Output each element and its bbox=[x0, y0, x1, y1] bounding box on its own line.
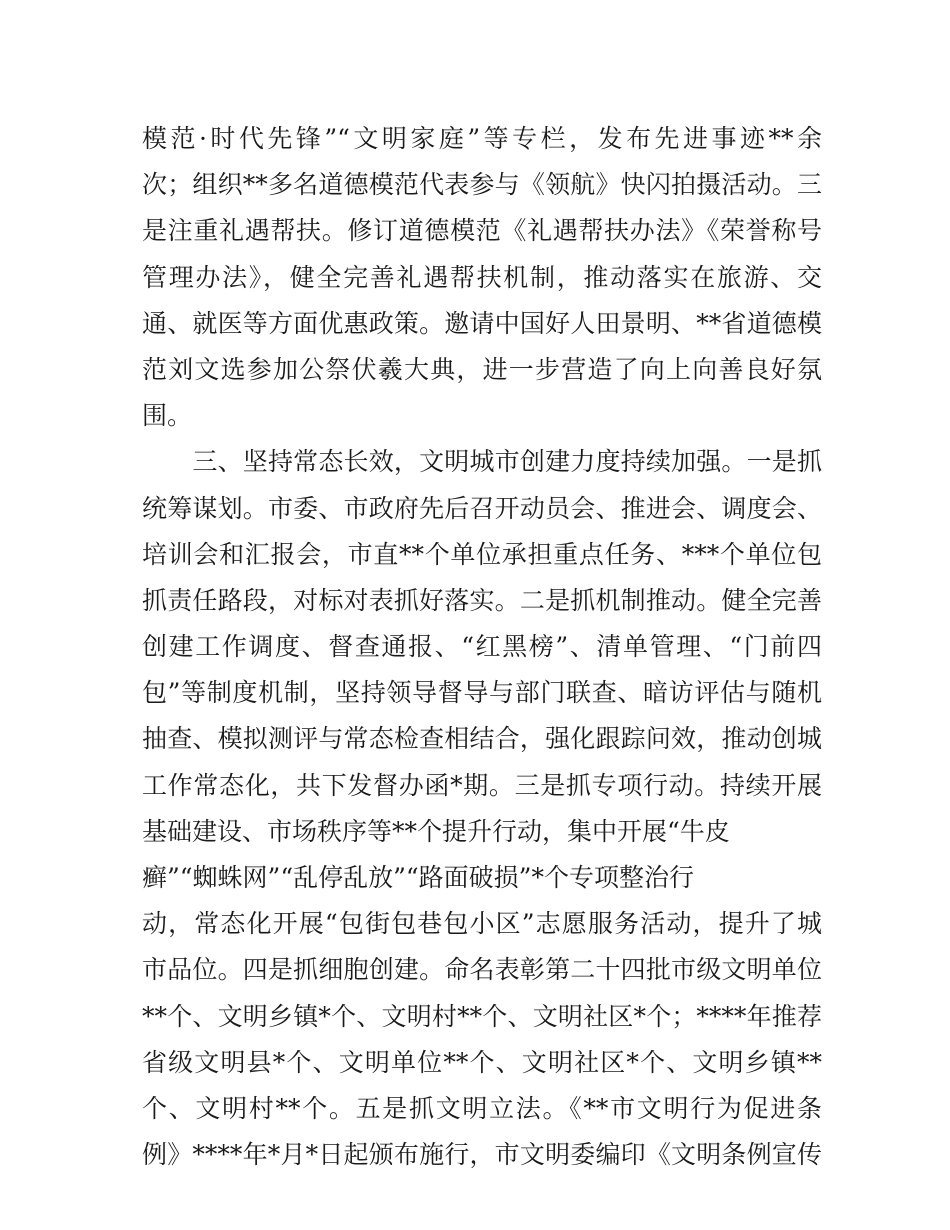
text-line: 创建工作调度、督查通报、“红黑榜”、清单管理、“门前四 bbox=[142, 632, 822, 662]
text-line: 工作常态化，共下发督办函*期。三是抓专项行动。持续开展 bbox=[142, 770, 822, 800]
text-line: 管理办法》，健全完善礼遇帮扶机制，推动落实在旅游、交 bbox=[142, 262, 822, 292]
text-line: 三、坚持常态长效，文明城市创建力度持续加强。一是抓 bbox=[142, 447, 822, 477]
text-line: 市品位。四是抓细胞创建。命名表彰第二十四批市级文明单位 bbox=[142, 955, 822, 985]
text-line: 模范·时代先锋”“文明家庭”等专栏，发布先进事迹**余 bbox=[142, 124, 822, 153]
text-line: 通、就医等方面优惠政策。邀请中国好人田景明、**省道德模 bbox=[142, 308, 822, 338]
body-text bbox=[142, 116, 822, 1178]
text-line: 省级文明县*个、文明单位**个、文明社区*个、文明乡镇** bbox=[142, 1047, 822, 1077]
text-line: 范刘文选参加公祭伏羲大典，进一步营造了向上向善良好氛 bbox=[142, 354, 822, 384]
text-line: 抽查、模拟测评与常态检查相结合，强化跟踪问效，推动创城 bbox=[142, 724, 822, 754]
text-line: 个、文明村**个。五是抓文明立法。《**市文明行为促进条 bbox=[142, 1093, 822, 1123]
text-line: 次；组织**多名道德模范代表参与《领航》快闪拍摄活动。三 bbox=[142, 170, 822, 200]
text-line: 统筹谋划。市委、市政府先后召开动员会、推进会、调度会、 bbox=[142, 493, 822, 523]
text-line: **个、文明乡镇*个、文明村**个、文明社区*个；****年推荐 bbox=[142, 1001, 822, 1031]
text-line: 基础建设、市场秩序等**个提升行动，集中开展“牛皮 bbox=[142, 816, 730, 846]
text-line: 围。 bbox=[142, 401, 193, 431]
text-line: 是注重礼遇帮扶。修订道德模范《礼遇帮扶办法》《荣誉称号 bbox=[142, 216, 822, 246]
text-line: 包”等制度机制，坚持领导督导与部门联查、暗访评估与随机 bbox=[142, 678, 822, 708]
text-line: 动，常态化开展“包街包巷包小区”志愿服务活动，提升了城 bbox=[142, 909, 822, 939]
text-line: 癣”“蜘蛛网”“乱停乱放”“路面破损”*个专项整治行 bbox=[142, 863, 694, 892]
text-line: 培训会和汇报会，市直**个单位承担重点任务、***个单位包 bbox=[142, 539, 822, 569]
text-line: 例》****年*月*日起颁布施行，市文明委编印《文明条例宣传 bbox=[142, 1140, 822, 1170]
text-line: 抓责任路段，对标对表抓好落实。二是抓机制推动。健全完善 bbox=[142, 585, 822, 615]
